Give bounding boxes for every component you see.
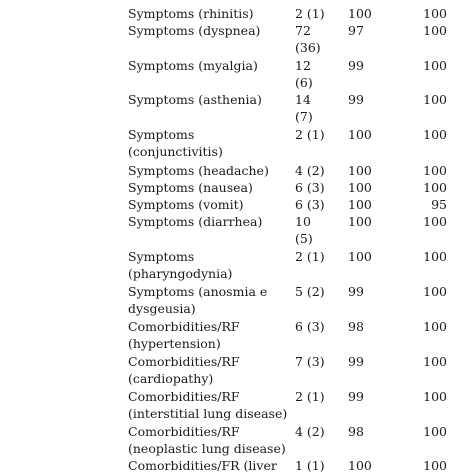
value-cell-a: 100 — [348, 249, 372, 264]
count-line: 2 (1) — [295, 249, 325, 264]
value-cell-a: 99 — [348, 284, 364, 299]
value-cell-b: 100 — [423, 389, 447, 404]
count-line: 14 — [295, 92, 311, 107]
row-label-line: Symptoms — [128, 249, 195, 264]
row-label — [128, 22, 314, 39]
row-label — [128, 213, 314, 230]
count-line: 1 (1) — [295, 458, 325, 473]
value-cell-a: 100 — [348, 458, 372, 473]
row-label-line: Comorbidities/RF — [128, 424, 240, 439]
count-line: 12 — [295, 58, 311, 73]
count-line: 10 — [295, 214, 311, 229]
count-cell — [295, 353, 339, 370]
row-label-line: Comorbidities/RF — [128, 354, 240, 369]
row-label-line: dysgeusia) — [128, 301, 196, 316]
count-cell — [295, 457, 339, 474]
count-line: 6 (3) — [295, 180, 325, 195]
row-label — [128, 318, 314, 352]
count-line: 4 (2) — [295, 163, 325, 178]
value-cell-a: 100 — [348, 127, 372, 142]
count-cell — [295, 22, 339, 56]
count-cell — [295, 423, 339, 440]
value-cell-b: 100 — [423, 458, 447, 473]
row-label-line: Symptoms (anosmia e — [128, 284, 268, 299]
row-label-line: Symptoms (nausea) — [128, 180, 253, 195]
value-cell-a: 100 — [348, 180, 372, 195]
value-cell-a: 98 — [348, 319, 364, 334]
count-line: (5) — [295, 231, 313, 246]
count-line: (36) — [295, 40, 321, 55]
count-cell — [295, 126, 339, 143]
count-line: 2 (1) — [295, 389, 325, 404]
count-cell — [295, 179, 339, 196]
count-cell — [295, 213, 339, 247]
row-label — [128, 162, 314, 179]
count-line: 72 — [295, 23, 311, 38]
row-label — [128, 5, 314, 22]
row-label-line: (pharyngodynia) — [128, 266, 233, 281]
value-cell-b: 100 — [423, 214, 447, 229]
value-cell-a: 100 — [348, 6, 372, 21]
row-label — [128, 179, 314, 196]
row-label-line: (cardiopathy) — [128, 371, 214, 386]
count-line: 2 (1) — [295, 6, 325, 21]
value-cell-b: 100 — [423, 23, 447, 38]
row-label-line: (hypertension) — [128, 336, 221, 351]
value-cell-b: 100 — [423, 180, 447, 195]
count-cell — [295, 5, 339, 22]
value-cell-b: 100 — [423, 354, 447, 369]
row-label — [128, 91, 314, 108]
row-label — [128, 196, 314, 213]
row-label-line: Symptoms (rhinitis) — [128, 6, 254, 21]
value-cell-b: 100 — [423, 58, 447, 73]
value-cell-b: 100 — [423, 249, 447, 264]
count-line: (6) — [295, 75, 313, 90]
value-cell-b: 100 — [423, 319, 447, 334]
row-label-line: (conjunctivitis) — [128, 144, 223, 159]
count-cell — [295, 248, 339, 265]
row-label-line: (neoplastic lung disease) — [128, 441, 286, 456]
count-line: 7 (3) — [295, 354, 325, 369]
row-label — [128, 126, 314, 160]
value-cell-b: 95 — [431, 197, 447, 212]
count-cell — [295, 196, 339, 213]
count-cell — [295, 91, 339, 125]
value-cell-a: 99 — [348, 354, 364, 369]
value-cell-a: 99 — [348, 58, 364, 73]
value-cell-a: 100 — [348, 214, 372, 229]
value-cell-b: 100 — [423, 6, 447, 21]
value-cell-a: 100 — [348, 197, 372, 212]
value-cell-b: 100 — [423, 127, 447, 142]
row-label-line: Symptoms (headache) — [128, 163, 269, 178]
row-label — [128, 248, 314, 282]
row-label — [128, 283, 314, 317]
row-label-line: Symptoms (dyspnea) — [128, 23, 261, 38]
value-cell-a: 100 — [348, 163, 372, 178]
value-cell-b: 100 — [423, 284, 447, 299]
row-label — [128, 423, 314, 457]
count-cell — [295, 57, 339, 91]
value-cell-b: 100 — [423, 92, 447, 107]
row-label-line: (interstitial lung disease) — [128, 406, 288, 421]
count-cell — [295, 283, 339, 300]
row-label-line: Symptoms (asthenia) — [128, 92, 262, 107]
value-cell-a: 98 — [348, 424, 364, 439]
count-line: 4 (2) — [295, 424, 325, 439]
count-line: 2 (1) — [295, 127, 325, 142]
count-cell — [295, 388, 339, 405]
count-cell — [295, 318, 339, 335]
count-line: (7) — [295, 109, 313, 124]
count-line: 6 (3) — [295, 197, 325, 212]
value-cell-b: 100 — [423, 424, 447, 439]
row-label-line: Symptoms (diarrhea) — [128, 214, 263, 229]
count-cell — [295, 162, 339, 179]
value-cell-a: 97 — [348, 23, 364, 38]
row-label-line: Symptoms (myalgia) — [128, 58, 258, 73]
count-line: 6 (3) — [295, 319, 325, 334]
row-label — [128, 353, 314, 387]
value-cell-a: 99 — [348, 389, 364, 404]
row-label-line: Symptoms — [128, 127, 195, 142]
row-label-line: Comorbidities/FR (liver — [128, 458, 277, 473]
value-cell-b: 100 — [423, 163, 447, 178]
row-label — [128, 388, 314, 422]
row-label — [128, 57, 314, 74]
row-label-line: Symptoms (vomit) — [128, 197, 244, 212]
count-line: 5 (2) — [295, 284, 325, 299]
row-label-line: Comorbidities/RF — [128, 389, 240, 404]
row-label-line: Comorbidities/RF — [128, 319, 240, 334]
row-label — [128, 457, 314, 474]
value-cell-a: 99 — [348, 92, 364, 107]
